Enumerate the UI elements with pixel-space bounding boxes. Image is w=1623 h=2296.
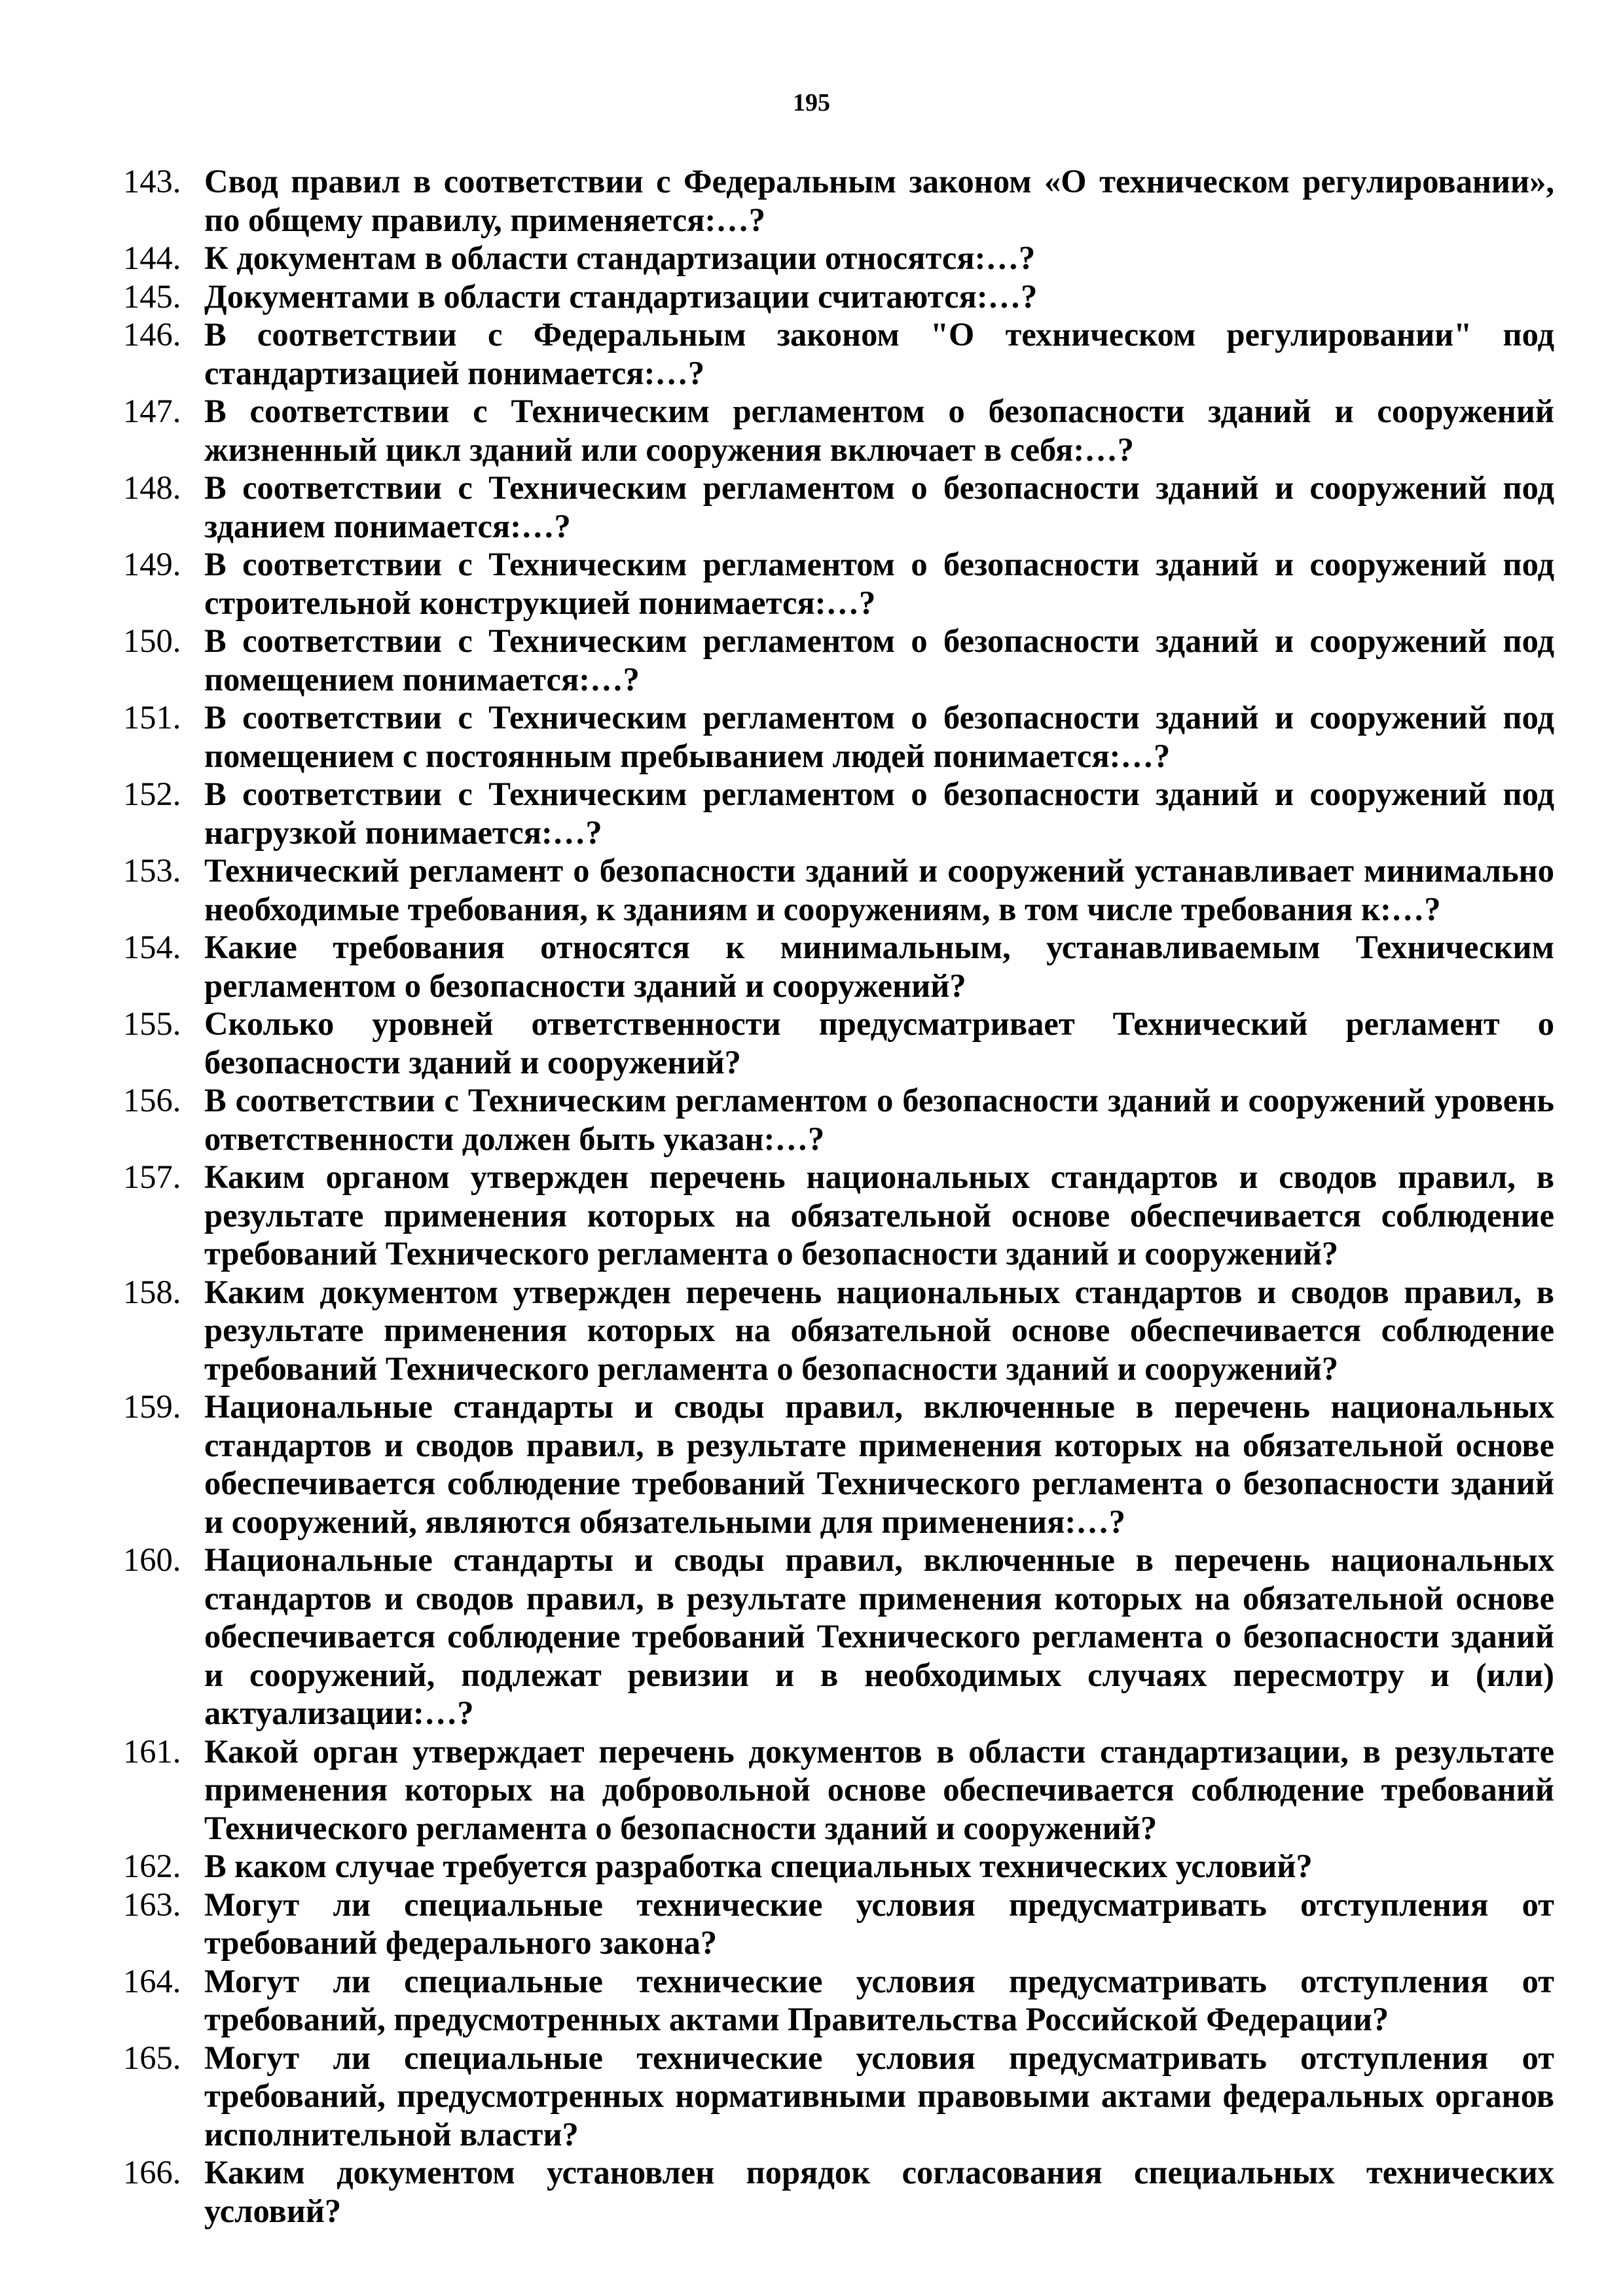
question-number: 159. <box>123 1388 181 1425</box>
question-item <box>123 1962 1554 2039</box>
question-item <box>123 1273 1554 1388</box>
question-number: 144. <box>123 240 181 276</box>
question-text: В соответствии с Техническим регламентом о безопасности зданий и сооружений под помещением понимается:…? <box>204 622 1554 698</box>
question-list <box>123 162 1554 2230</box>
question-item <box>123 1886 1554 1962</box>
question-text: Национальные стандарты и своды правил, включенные в перечень национальных стандартов и сводов правил, в результате применения которых на обязательной основе обеспечивается соблюдение требований Технического регламента о безопасности зданий и сооружений, являются обязательными для применения:…? <box>204 1388 1554 1540</box>
question-number: 162. <box>123 1848 181 1884</box>
question-item <box>123 1847 1554 1886</box>
question-item <box>123 239 1554 278</box>
question-text: Сколько уровней ответственности предусматривает Технический регламент о безопасности зданий и сооружений? <box>204 1005 1554 1081</box>
question-text: Каким документом установлен порядок согласования специальных технических условий? <box>204 2154 1554 2229</box>
question-number: 152. <box>123 776 181 812</box>
question-item <box>123 2039 1554 2154</box>
question-text: В соответствии с Федеральным законом "О техническом регулировании" под стандартизацией понимается:…? <box>204 316 1554 391</box>
question-number: 165. <box>123 2039 181 2076</box>
question-text: Национальные стандарты и своды правил, включенные в перечень национальных стандартов и сводов правил, в результате применения которых на обязательной основе обеспечивается соблюдение требований Технического регламента о безопасности зданий и сооружений, подлежат ревизии и в необходимых случаях пересмотру и (или) актуализации:…? <box>204 1541 1554 1731</box>
question-item <box>123 392 1554 469</box>
question-item <box>123 469 1554 545</box>
question-item <box>123 622 1554 698</box>
question-number: 153. <box>123 852 181 889</box>
question-text: В соответствии с Техническим регламентом о безопасности зданий и сооружений под зданием понимается:…? <box>204 469 1554 545</box>
question-text: К документам в области стандартизации относятся:…? <box>204 240 1036 276</box>
question-text: Каким органом утвержден перечень национальных стандартов и сводов правил, в результате применения которых на обязательной основе обеспечивается соблюдение требований Технического регламента о безопасности зданий и сооружений? <box>204 1158 1554 1272</box>
question-number: 146. <box>123 316 181 353</box>
question-text: Могут ли специальные технические условия предусматривать отступления от требований, предусмотренных нормативными правовыми актами федеральных органов исполнительной власти? <box>204 2039 1554 2153</box>
question-text: В соответствии с Техническим регламентом о безопасности зданий и сооружений под помещением с постоянным пребыванием людей понимается:…? <box>204 699 1554 774</box>
question-item <box>123 698 1554 775</box>
question-number: 164. <box>123 1962 181 2000</box>
question-number: 157. <box>123 1158 181 1195</box>
question-item <box>123 545 1554 622</box>
question-text: В соответствии с Техническим регламентом о безопасности зданий и сооружений жизненный цикл зданий или сооружения включает в себя:…? <box>204 393 1554 468</box>
question-text: В соответствии с Техническим регламентом о безопасности зданий и сооружений под нагрузкой понимается:…? <box>204 776 1554 851</box>
question-number: 145. <box>123 278 181 315</box>
question-text: Технический регламент о безопасности зданий и сооружений устанавливает минимально необходимые требования, к зданиям и сооружениям, в том числе требования к:…? <box>204 852 1554 927</box>
question-number: 155. <box>123 1005 181 1042</box>
question-number: 156. <box>123 1082 181 1119</box>
question-item <box>123 315 1554 392</box>
question-item <box>123 1158 1554 1273</box>
question-item <box>123 1081 1554 1158</box>
question-number: 161. <box>123 1732 181 1770</box>
question-item <box>123 1005 1554 1081</box>
question-item <box>123 928 1554 1005</box>
question-number: 158. <box>123 1273 181 1310</box>
question-number: 166. <box>123 2154 181 2191</box>
question-number: 160. <box>123 1541 181 1578</box>
question-item <box>123 278 1554 316</box>
question-text: Могут ли специальные технические условия предусматривать отступления от требований, предусмотренных актами Правительства Российской Федерации? <box>204 1962 1554 2037</box>
question-item <box>123 775 1554 852</box>
question-item <box>123 2153 1554 2230</box>
question-text: Могут ли специальные технические условия предусматривать отступления от требований федерального закона? <box>204 1886 1554 1961</box>
question-text: В соответствии с Техническим регламентом о безопасности зданий и сооружений уровень ответственности должен быть указан:…? <box>204 1082 1554 1157</box>
question-item <box>123 162 1554 239</box>
question-text: Свод правил в соответствии с Федеральным законом «О техническом регулировании», по общему правилу, применяется:…? <box>204 163 1554 238</box>
question-text: Какие требования относятся к минимальным, устанавливаемым Техническим регламентом о безопасности зданий и сооружений? <box>204 929 1554 1004</box>
question-number: 143. <box>123 163 181 200</box>
question-item <box>123 1388 1554 1541</box>
question-text: В каком случае требуется разработка специальных технических условий? <box>204 1848 1313 1884</box>
question-item <box>123 1541 1554 1732</box>
question-number: 163. <box>123 1886 181 1923</box>
question-text: Каким документом утвержден перечень национальных стандартов и сводов правил, в результате применения которых на обязательной основе обеспечивается соблюдение требований Технического регламента о безопасности зданий и сооружений? <box>204 1273 1554 1387</box>
question-number: 147. <box>123 393 181 429</box>
question-text: В соответствии с Техническим регламентом о безопасности зданий и сооружений под строительной конструкцией понимается:…? <box>204 546 1554 621</box>
question-number: 151. <box>123 699 181 736</box>
question-item <box>123 1732 1554 1848</box>
question-text: Какой орган утверждает перечень документов в области стандартизации, в результате применения которых на добровольной основе обеспечивается соблюдение требований Технического регламента о безопасности зданий и сооружений? <box>204 1732 1554 1846</box>
page-number: 195 <box>793 89 830 117</box>
question-item <box>123 852 1554 928</box>
question-text: Документами в области стандартизации считаются:…? <box>204 278 1038 315</box>
question-number: 150. <box>123 622 181 659</box>
question-number: 154. <box>123 929 181 965</box>
question-number: 148. <box>123 469 181 506</box>
question-number: 149. <box>123 546 181 583</box>
